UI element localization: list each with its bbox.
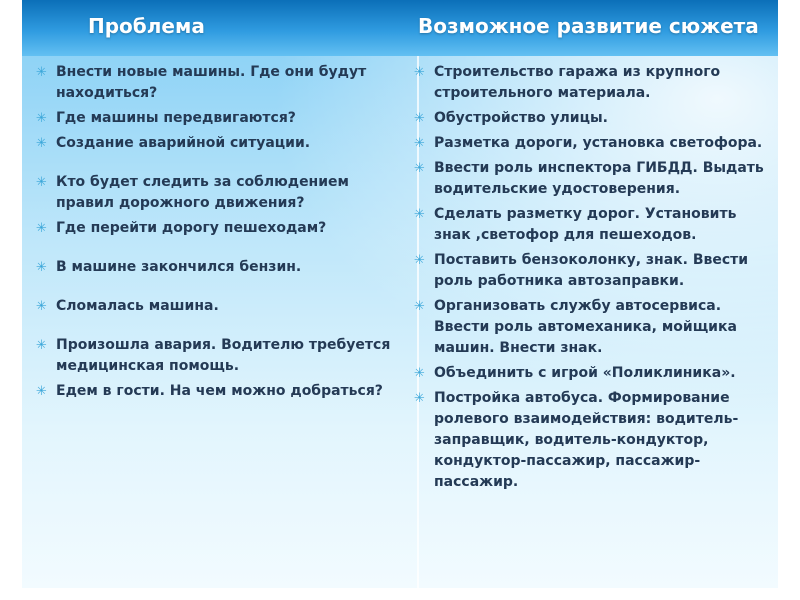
list-item: ✳ Ввести роль инспектора ГИБДД. Выдать водительские удостоверения. [414, 160, 764, 197]
slide-body [22, 56, 778, 588]
bullet-icon: ✳ [36, 136, 47, 151]
bullet-icon: ✳ [36, 260, 47, 275]
bullet-icon: ✳ [414, 136, 425, 151]
bullet-icon: ✳ [414, 207, 425, 222]
list-item: ✳ Объединить с игрой «Поликлиника». [410, 363, 772, 384]
list-item: ✳ Организовать службу автосервиса. Ввести роль автомеханика, мойщика машин. Внести знак. [414, 298, 737, 356]
list-item: ✳ Внести новые машины. Где они будут находиться? [36, 64, 367, 101]
bullet-icon: ✳ [36, 111, 47, 126]
problem-list [32, 62, 402, 406]
bullet-icon: ✳ [414, 366, 425, 381]
list-item: ✳ В машине закончился бензин. [32, 257, 402, 278]
list-item: ✳ Поставить бензоколонку, знак. Ввести роль работника автозаправки. [414, 252, 749, 289]
list-item: ✳ Где перейти дорогу пешеходам? [32, 218, 402, 239]
list-item: ✳ Обустройство улицы. [410, 108, 772, 129]
list-item: ✳ Где машины передвигаются? [32, 108, 402, 129]
header-plot-development: Возможное развитие сюжета [418, 14, 759, 38]
slide-header [22, 0, 778, 56]
list-item: ✳ Произошла авария. Водителю требуется медицинская помощь. [36, 337, 391, 374]
bullet-icon: ✳ [36, 221, 47, 236]
development-list [410, 62, 772, 497]
bullet-icon: ✳ [414, 391, 425, 406]
bullet-icon: ✳ [36, 384, 47, 399]
bullet-icon: ✳ [36, 338, 47, 353]
bullet-icon: ✳ [414, 299, 425, 314]
list-item: ✳ Едем в гости. На чем можно добраться? [32, 381, 402, 402]
list-item: ✳ Создание аварийной ситуации. [32, 133, 402, 154]
list-item: ✳ Сделать разметку дорог. Установить знак ,светофор для пешеходов. [414, 206, 737, 243]
bullet-icon: ✳ [36, 65, 47, 80]
list-item: ✳ Кто будет следить за соблюдением правил дорожного движения? [36, 174, 349, 211]
bullet-icon: ✳ [36, 299, 47, 314]
list-item: ✳ Разметка дороги, установка светофора. [410, 133, 772, 154]
list-item: ✳ Постройка автобуса. Формирование ролевого взаимодействия: водитель-заправщик, водитель-кондуктор, кондуктор-пассажир, пассажир-пассажир. [414, 390, 739, 490]
bullet-icon: ✳ [414, 161, 425, 176]
bullet-icon: ✳ [414, 253, 425, 268]
bullet-icon: ✳ [414, 111, 425, 126]
header-problem: Проблема [88, 14, 205, 38]
bullet-icon: ✳ [36, 175, 47, 190]
list-item: ✳ Строительство гаража из крупного строительного материала. [414, 64, 721, 101]
bullet-icon: ✳ [414, 65, 425, 80]
list-item: ✳ Сломалась машина. [32, 296, 402, 317]
